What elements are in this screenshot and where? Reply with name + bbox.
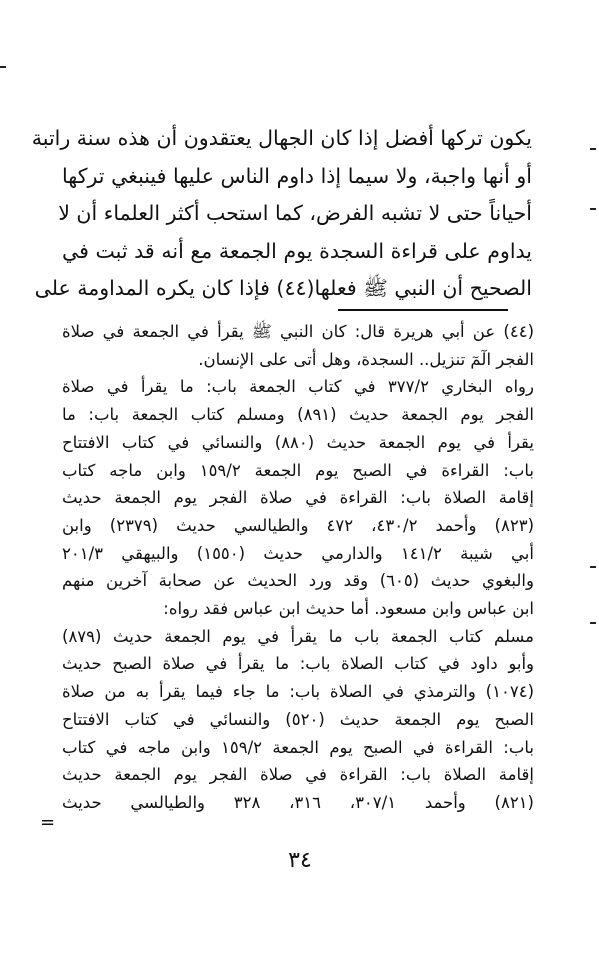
- footnote-line: إقامة الصلاة باب: القراءة في صلاة الفجر يوم الجمعة حديث: [62, 765, 534, 785]
- footnote-line: إقامة الصلاة باب: القراءة في صلاة الفجر يوم الجمعة حديث: [62, 488, 534, 508]
- footnote-line: أبي شيبة ١٤١/٢ والدارمي حديث (١٥٥٠) والبيهقي ٢٠١/٣: [62, 543, 534, 563]
- footnote-line: الفجر يوم الجمعة حديث (٨٩١) ومسلم كتاب الجمعة باب: ما: [62, 405, 534, 425]
- main-text-line: أو أنها واجبة، ولا سيما إذا داوم الناس عليها فينبغي تركها: [62, 163, 532, 188]
- continuation-mark: =: [40, 812, 56, 833]
- footnote-separator-rule: [338, 309, 508, 311]
- footnote-line: الصبح يوم الجمعة حديث (٥٢٠) والنسائي في كتاب الافتتاح: [62, 709, 534, 729]
- margin-tick: [590, 148, 596, 150]
- footnote-line: ابن عباس وابن مسعود. أما حديث ابن عباس فقد رواه:: [163, 599, 534, 619]
- footnote-line: (٨٢٣) وأحمد ٤٣٠/٢، ٤٧٢ والطيالسي حديث (٢٣٧٩) وابن: [62, 515, 534, 535]
- footnotes: [62, 318, 534, 817]
- main-text-line: الصحيح أن النبي ﷺ فعلها(٤٤) فإذا كان يكره المداومة على: [34, 276, 532, 300]
- footnote-line: مسلم كتاب الجمعة باب ما يقرأ في يوم الجمعة حديث (٨٧٩): [62, 626, 534, 646]
- main-text-line: أحياناً حتى لا تشبه الفرض، كما استحب أكثر العلماء أن لا: [58, 201, 532, 225]
- page-number: ٣٤: [288, 848, 312, 873]
- footnote-line: يقرأ في يوم الجمعة حديث (٨٨٠) والنسائي في كتاب الافتتاح: [62, 432, 534, 452]
- footnote-line: وأبو داود في كتاب الصلاة باب: ما يقرأ في صلاة الصبح حديث: [62, 654, 534, 674]
- margin-tick: [0, 66, 6, 68]
- footnote-line: باب: القراءة في الصبح يوم الجمعة ١٥٩/٢ وابن ماجه كتاب: [62, 460, 534, 480]
- main-text: [31, 120, 532, 308]
- main-text-line: يداوم على قراءة السجدة يوم الجمعة مع أنه قد ثبت في: [62, 238, 532, 263]
- margin-tick: [590, 208, 596, 210]
- margin-tick: [590, 622, 596, 624]
- footnote-line: (٨٢١) وأحمد ٣٠٧/١، ٣١٦، ٣٢٨ والطيالسي حديث: [62, 792, 534, 812]
- footnote-line: (١٠٧٤) والترمذي في الصلاة باب: ما جاء فيما يقرأ به من صلاة: [62, 682, 534, 702]
- footnote-line: الفجر الٓمٓ تنزيل.. السجدة، وهل أتى على الإنسان.: [198, 349, 534, 369]
- main-text-line: يكون تركها أفضل إذا كان الجهال يعتقدون أن هذه سنة راتبة: [31, 126, 532, 150]
- margin-tick: [590, 566, 596, 568]
- footnote-line: رواه البخاري ٣٧٧/٢ في كتاب الجمعة باب: ما يقرأ في صلاة: [62, 377, 534, 397]
- footnote-line: (٤٤) عن أبي هريرة قال: كان النبي ﷺ يقرأ في الجمعة في صلاة: [62, 322, 534, 341]
- footnote-line: باب: القراءة في الصبح يوم الجمعة ١٥٩/٢ وابن ماجه في كتاب: [62, 737, 534, 757]
- footnote-line: والبغوي حديث (٦٠٥) وقد ورد الحديث عن صحابة آخرين منهم: [62, 571, 534, 591]
